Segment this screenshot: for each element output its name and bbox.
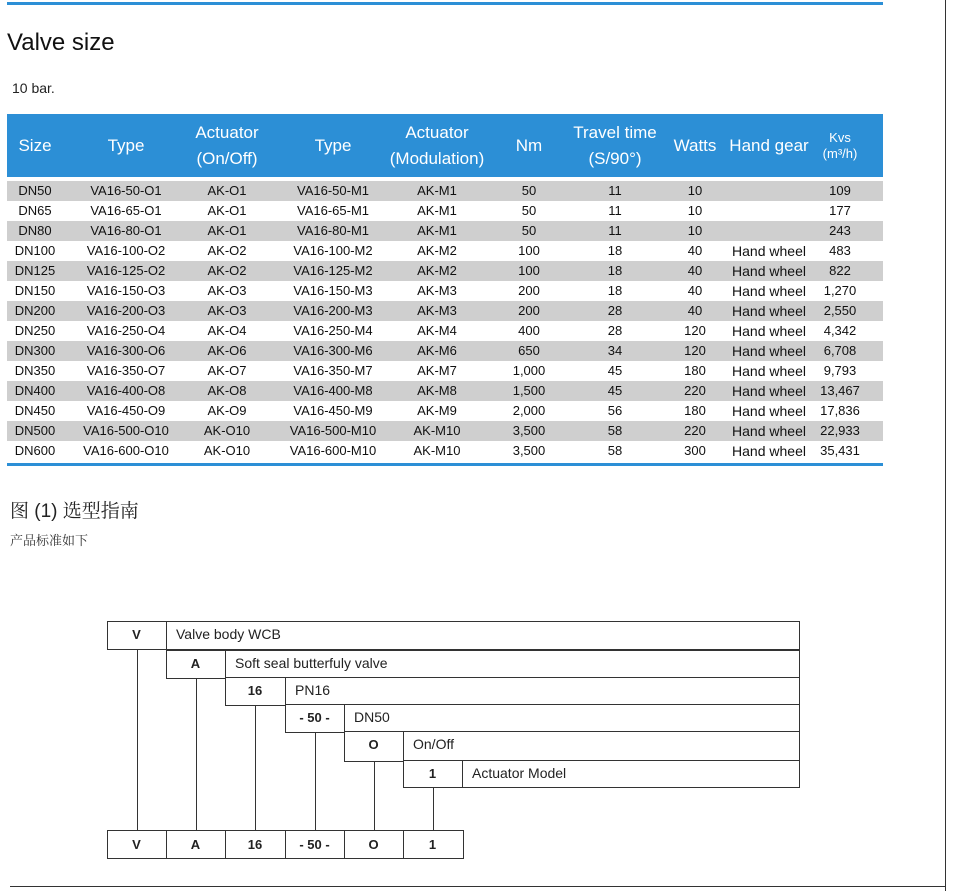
cell-travel-time: 11 xyxy=(608,183,622,198)
col-header-label: Hand gear xyxy=(729,135,809,155)
cell-hand-gear: Hand wheel xyxy=(732,263,806,279)
cell-actuator-modulation: AK-M3 xyxy=(417,303,457,318)
cell-nm: 2,000 xyxy=(512,403,546,418)
page-title: Valve size xyxy=(7,29,115,56)
code-description: Valve body WCB xyxy=(176,626,281,642)
cell-actuator-modulation: AK-M2 xyxy=(417,263,457,278)
cell-size: DN350 xyxy=(14,363,56,378)
cell-size: DN150 xyxy=(14,283,56,298)
col-header-sublabel: (On/Off) xyxy=(196,148,258,168)
col-header-label: Watts xyxy=(673,135,717,155)
leader-line xyxy=(433,788,434,830)
cell-type-onoff: VA16-250-O4 xyxy=(86,323,166,338)
cell-actuator-onoff: AK-O2 xyxy=(207,263,247,278)
leader-line xyxy=(374,762,375,830)
cell-size: DN200 xyxy=(14,303,56,318)
code-segment: O xyxy=(368,737,379,752)
leader-line xyxy=(315,733,316,830)
cell-size: DN125 xyxy=(14,263,56,278)
cell-type-onoff: VA16-50-O1 xyxy=(90,183,162,198)
code-cell-divider xyxy=(462,760,463,788)
cell-size: DN250 xyxy=(14,323,56,338)
cell-hand-gear: Hand wheel xyxy=(732,423,806,439)
code-segment: 1 xyxy=(428,766,437,781)
cell-travel-time: 45 xyxy=(607,383,623,398)
cell-kvs: 243 xyxy=(829,223,851,238)
cell-hand-gear: Hand wheel xyxy=(732,323,806,339)
code-segment: 16 xyxy=(247,683,263,698)
cell-actuator-modulation: AK-M9 xyxy=(417,403,457,418)
col-header-sublabel: (m³/h) xyxy=(822,145,858,161)
cell-type-modulation: VA16-80-M1 xyxy=(296,223,369,238)
cell-actuator-modulation: AK-M1 xyxy=(417,203,457,218)
cell-type-modulation: VA16-400-M8 xyxy=(293,383,373,398)
cell-watts: 220 xyxy=(684,383,706,398)
cell-actuator-onoff: AK-O3 xyxy=(207,283,247,298)
cell-kvs: 35,431 xyxy=(820,443,860,458)
cell-actuator-onoff: AK-O6 xyxy=(207,343,247,358)
cell-actuator-modulation: AK-M3 xyxy=(417,283,457,298)
cell-travel-time: 18 xyxy=(607,283,623,298)
cell-type-modulation: VA16-600-M10 xyxy=(289,443,377,458)
cell-type-onoff: VA16-125-O2 xyxy=(86,263,166,278)
col-header-label: Kvs xyxy=(829,129,851,145)
cell-type-modulation: VA16-50-M1 xyxy=(296,183,369,198)
code-segment: V xyxy=(132,627,141,642)
cell-travel-time: 18 xyxy=(607,263,623,278)
cell-watts: 300 xyxy=(684,443,706,458)
cell-type-onoff: VA16-150-O3 xyxy=(86,283,166,298)
cell-watts: 120 xyxy=(684,323,706,338)
cell-size: DN450 xyxy=(14,403,56,418)
cell-actuator-onoff: AK-O10 xyxy=(203,443,251,458)
cell-travel-time: 11 xyxy=(608,223,622,238)
cell-type-modulation: VA16-65-M1 xyxy=(296,203,369,218)
cell-type-onoff: VA16-100-O2 xyxy=(86,243,166,258)
cell-watts: 40 xyxy=(687,243,703,258)
cell-type-modulation: VA16-150-M3 xyxy=(293,283,373,298)
cell-type-modulation: VA16-300-M6 xyxy=(293,343,373,358)
cell-type-onoff: VA16-400-O8 xyxy=(86,383,166,398)
cell-kvs: 177 xyxy=(829,203,851,218)
cell-type-onoff: VA16-600-O10 xyxy=(83,443,169,458)
cell-nm: 3,500 xyxy=(512,423,546,438)
cell-kvs: 9,793 xyxy=(823,363,857,378)
cell-type-modulation: VA16-350-M7 xyxy=(293,363,373,378)
cell-kvs: 17,836 xyxy=(820,403,860,418)
code-cell-divider xyxy=(344,704,345,733)
cell-actuator-onoff: AK-O1 xyxy=(207,183,247,198)
cell-watts: 10 xyxy=(687,223,703,238)
code-cell-divider xyxy=(285,677,286,706)
cell-actuator-modulation: AK-M10 xyxy=(413,443,461,458)
cell-hand-gear: Hand wheel xyxy=(732,363,806,379)
cell-size: DN600 xyxy=(14,443,56,458)
cell-kvs: 1,270 xyxy=(823,283,857,298)
code-description: Actuator Model xyxy=(472,765,567,781)
cell-nm: 200 xyxy=(518,283,540,298)
cell-kvs: 822 xyxy=(829,263,851,278)
code-cell-divider xyxy=(403,731,404,762)
cell-hand-gear: Hand wheel xyxy=(732,303,806,319)
cell-hand-gear: Hand wheel xyxy=(732,243,806,259)
cell-watts: 40 xyxy=(687,263,703,278)
cell-size: DN50 xyxy=(18,183,52,198)
cell-kvs: 4,342 xyxy=(823,323,857,338)
pressure-note: 10 bar. xyxy=(12,80,55,96)
cell-kvs: 13,467 xyxy=(820,383,860,398)
cell-travel-time: 45 xyxy=(607,363,623,378)
cell-travel-time: 58 xyxy=(607,423,623,438)
cell-watts: 180 xyxy=(684,403,706,418)
cell-actuator-onoff: AK-O4 xyxy=(207,323,247,338)
cell-actuator-onoff: AK-O1 xyxy=(207,203,247,218)
cell-nm: 50 xyxy=(521,203,537,218)
cell-type-onoff: VA16-65-O1 xyxy=(90,203,162,218)
cell-nm: 3,500 xyxy=(512,443,546,458)
cell-actuator-onoff: AK-O8 xyxy=(207,383,247,398)
leader-line xyxy=(137,650,138,830)
cell-watts: 120 xyxy=(684,343,706,358)
cell-size: DN400 xyxy=(14,383,56,398)
code-description: DN50 xyxy=(354,709,390,725)
cell-actuator-modulation: AK-M2 xyxy=(417,243,457,258)
code-description: PN16 xyxy=(295,682,331,698)
col-header-sublabel: (S/90°) xyxy=(588,148,642,168)
col-header-label: Type xyxy=(107,135,145,155)
figure-caption: 图 (1) 选型指南 xyxy=(10,501,139,522)
cell-type-onoff: VA16-350-O7 xyxy=(86,363,166,378)
cell-watts: 40 xyxy=(687,303,703,318)
cell-actuator-modulation: AK-M1 xyxy=(417,183,457,198)
figure-note: 产品标准如下 xyxy=(10,534,89,549)
cell-type-modulation: VA16-250-M4 xyxy=(293,323,373,338)
cell-actuator-onoff: AK-O2 xyxy=(207,243,247,258)
cell-type-modulation: VA16-450-M9 xyxy=(293,403,373,418)
cell-actuator-onoff: AK-O10 xyxy=(203,423,251,438)
cell-travel-time: 28 xyxy=(607,303,623,318)
cell-actuator-modulation: AK-M4 xyxy=(417,323,457,338)
cell-hand-gear: Hand wheel xyxy=(732,343,806,359)
cell-size: DN65 xyxy=(18,203,52,218)
col-header-sublabel: (Modulation) xyxy=(389,148,485,168)
bottom-code-segment: V xyxy=(132,837,141,852)
cell-type-onoff: VA16-500-O10 xyxy=(83,423,169,438)
code-description: On/Off xyxy=(413,736,454,752)
cell-watts: 40 xyxy=(687,283,703,298)
cell-nm: 650 xyxy=(518,343,540,358)
cell-watts: 180 xyxy=(684,363,706,378)
cell-actuator-onoff: AK-O3 xyxy=(207,303,247,318)
code-cell-divider xyxy=(166,621,167,650)
cell-kvs: 2,550 xyxy=(823,303,857,318)
cell-actuator-onoff: AK-O9 xyxy=(207,403,247,418)
cell-travel-time: 34 xyxy=(607,343,623,358)
cell-kvs: 483 xyxy=(829,243,851,258)
bottom-code-segment: 16 xyxy=(247,837,263,852)
cell-nm: 50 xyxy=(521,223,537,238)
cell-nm: 100 xyxy=(518,243,540,258)
cell-type-onoff: VA16-80-O1 xyxy=(90,223,162,238)
cell-nm: 50 xyxy=(521,183,537,198)
cell-actuator-modulation: AK-M7 xyxy=(417,363,457,378)
cell-size: DN300 xyxy=(14,343,56,358)
cell-travel-time: 11 xyxy=(608,203,622,218)
cell-nm: 1,000 xyxy=(512,363,546,378)
col-header-label: Travel time xyxy=(573,122,657,142)
cell-kvs: 109 xyxy=(829,183,851,198)
cell-hand-gear: Hand wheel xyxy=(732,403,806,419)
cell-type-onoff: VA16-200-O3 xyxy=(86,303,166,318)
code-description: Soft seal butterfuly valve xyxy=(235,655,388,671)
cell-kvs: 6,708 xyxy=(823,343,857,358)
cell-travel-time: 58 xyxy=(607,443,623,458)
cell-actuator-modulation: AK-M8 xyxy=(417,383,457,398)
cell-watts: 10 xyxy=(687,203,703,218)
cell-watts: 10 xyxy=(687,183,703,198)
cell-travel-time: 28 xyxy=(607,323,623,338)
bottom-code-segment: 1 xyxy=(428,837,437,852)
cell-hand-gear: Hand wheel xyxy=(732,443,806,459)
col-header-label: Nm xyxy=(515,135,543,155)
cell-type-onoff: VA16-300-O6 xyxy=(86,343,166,358)
cell-nm: 400 xyxy=(518,323,540,338)
col-header-label: Actuator xyxy=(195,122,259,142)
cell-kvs: 22,933 xyxy=(820,423,860,438)
cell-travel-time: 18 xyxy=(607,243,623,258)
cell-actuator-modulation: AK-M6 xyxy=(417,343,457,358)
bottom-code-segment: A xyxy=(190,837,201,852)
bottom-code-segment: O xyxy=(368,837,379,852)
code-segment: A xyxy=(190,656,201,671)
cell-nm: 1,500 xyxy=(512,383,546,398)
cell-actuator-modulation: AK-M10 xyxy=(413,423,461,438)
cell-type-modulation: VA16-100-M2 xyxy=(293,243,373,258)
cell-type-modulation: VA16-125-M2 xyxy=(293,263,373,278)
code-cell-divider xyxy=(225,650,226,679)
cell-size: DN100 xyxy=(14,243,56,258)
cell-watts: 220 xyxy=(684,423,706,438)
cell-nm: 100 xyxy=(518,263,540,278)
cell-type-modulation: VA16-500-M10 xyxy=(289,423,377,438)
cell-actuator-onoff: AK-O7 xyxy=(207,363,247,378)
cell-size: DN500 xyxy=(14,423,56,438)
leader-line xyxy=(196,679,197,830)
cell-travel-time: 56 xyxy=(607,403,623,418)
cell-nm: 200 xyxy=(518,303,540,318)
col-header-label: Size xyxy=(18,135,52,155)
cell-type-modulation: VA16-200-M3 xyxy=(293,303,373,318)
cell-hand-gear: Hand wheel xyxy=(732,383,806,399)
cell-type-onoff: VA16-450-O9 xyxy=(86,403,166,418)
cell-size: DN80 xyxy=(18,223,52,238)
code-segment: - 50 - xyxy=(299,710,330,725)
cell-actuator-onoff: AK-O1 xyxy=(207,223,247,238)
col-header-label: Type xyxy=(314,135,352,155)
cell-hand-gear: Hand wheel xyxy=(732,283,806,299)
col-header-label: Actuator xyxy=(405,122,469,142)
bottom-code-segment: - 50 - xyxy=(299,837,330,852)
cell-actuator-modulation: AK-M1 xyxy=(417,223,457,238)
leader-line xyxy=(255,706,256,830)
